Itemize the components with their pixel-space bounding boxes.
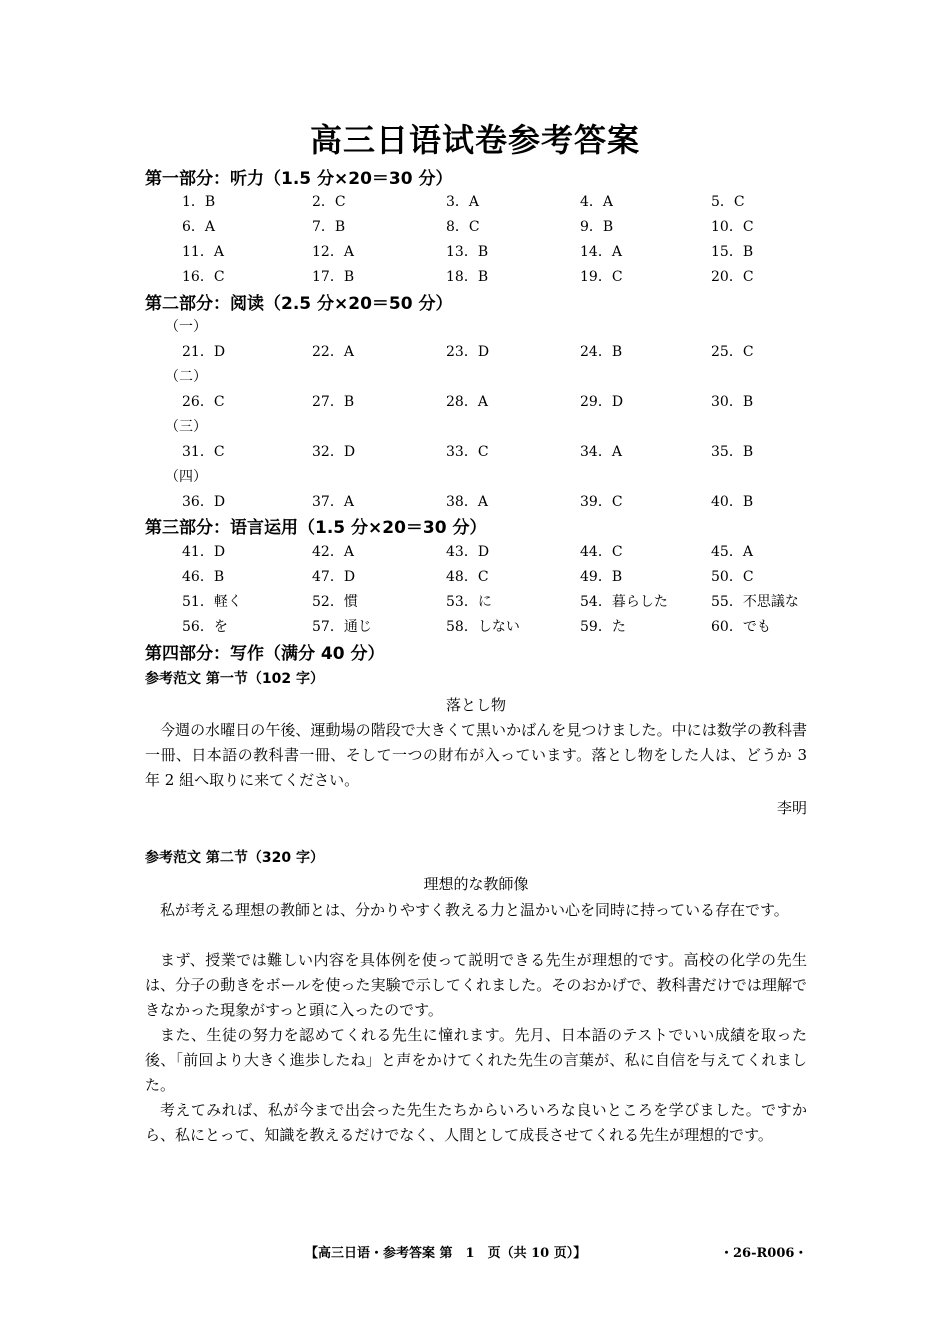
answer-cell: 54．暮らした xyxy=(580,594,668,610)
answer-row xyxy=(0,491,950,513)
answer-cell: 14．A xyxy=(580,244,622,260)
answer-row xyxy=(0,266,950,288)
answer-cell: 23．D xyxy=(446,344,490,360)
answer-cell: 38．A xyxy=(446,494,488,510)
answer-cell: 29．D xyxy=(580,394,624,410)
part4-heading: 第四部分：写作（满分 40 分） xyxy=(145,644,385,664)
answer-cell: 8．C xyxy=(446,219,480,235)
answer-row xyxy=(0,241,950,263)
answer-row xyxy=(0,191,950,213)
answer-row xyxy=(0,391,950,413)
answer-row xyxy=(0,591,950,613)
essay2-title: 理想的な教師像 xyxy=(423,875,529,893)
answer-row xyxy=(0,341,950,363)
essay2-paragraph: まず、授業では難しい内容を具体例を使って説明できる先生が理想的です。高校の化学の先生は、分子の動きをボールを使った実験で示してくれました。そのおかげで、教科書だけでは理解できなかった現象がすっと頭に入ったのです。 xyxy=(145,951,807,1019)
answer-row xyxy=(0,566,950,588)
essay1-label: 参考范文 第一节（102 字） xyxy=(145,671,324,687)
essay2-paragraph: また、生徒の努力を認めてくれる先生に憧れます。先月、日本語のテストでいい成績を取った後、「前回より大きく進歩したね」と声をかけてくれた先生の言葉が、私に自信を与えてくれました。 xyxy=(145,1026,807,1094)
answer-row xyxy=(0,441,950,463)
essay2-label: 参考范文 第二节（320 字） xyxy=(145,850,324,866)
answer-cell: 60．でも xyxy=(711,619,771,635)
answer-cell: 49．B xyxy=(580,569,623,585)
answer-cell: 9．B xyxy=(580,219,614,235)
answer-cell: 47．D xyxy=(312,569,356,585)
answer-cell: 11．A xyxy=(182,244,224,260)
answer-cell: 45．A xyxy=(711,544,753,560)
answer-cell: 2．C xyxy=(312,194,346,210)
answer-cell: 33．C xyxy=(446,444,489,460)
reading-group-label: （一） xyxy=(165,319,207,335)
answer-cell: 5．C xyxy=(711,194,745,210)
footer-code: ・26-R006・ xyxy=(720,1246,808,1261)
footer-page-info: 【高三日语・参考答案 第 1 页（共 10 页）】 xyxy=(305,1246,587,1261)
answer-cell: 17．B xyxy=(312,269,355,285)
answer-cell: 40．B xyxy=(711,494,754,510)
answer-cell: 57．通じ xyxy=(312,619,372,635)
answer-cell: 39．C xyxy=(580,494,623,510)
part1-heading: 第一部分：听力（1.5 分×20＝30 分） xyxy=(145,169,453,189)
answer-cell: 30．B xyxy=(711,394,754,410)
answer-cell: 32．D xyxy=(312,444,356,460)
answer-cell: 16．C xyxy=(182,269,225,285)
essay1-signature: 李明 xyxy=(776,799,807,817)
answer-cell: 26．C xyxy=(182,394,225,410)
reading-group-label: （三） xyxy=(165,419,207,435)
answer-cell: 12．A xyxy=(312,244,354,260)
answer-row xyxy=(0,616,950,638)
essay2-paragraph: 考えてみれば、私が今まで出会った先生たちからいろいろな良いところを学びました。ですから、私にとって、知識を教えるだけでなく、人間として成長させてくれる先生が理想的です。 xyxy=(145,1101,807,1144)
answer-cell: 52．慣 xyxy=(312,594,358,610)
answer-cell: 50．C xyxy=(711,569,754,585)
answer-row xyxy=(0,541,950,563)
answer-cell: 3．A xyxy=(446,194,480,210)
answer-cell: 6．A xyxy=(182,219,216,235)
answer-cell: 1．B xyxy=(182,194,216,210)
answer-cell: 4．A xyxy=(580,194,614,210)
answer-cell: 41．D xyxy=(182,544,226,560)
answer-cell: 20．C xyxy=(711,269,754,285)
answer-cell: 25．C xyxy=(711,344,754,360)
answer-cell: 10．C xyxy=(711,219,754,235)
answer-cell: 55．不思議な xyxy=(711,594,799,610)
part3-heading: 第三部分：语言运用（1.5 分×20＝30 分） xyxy=(145,518,487,538)
reading-group-label: （二） xyxy=(165,369,207,385)
answer-cell: 59．た xyxy=(580,619,626,635)
answer-cell: 18．B xyxy=(446,269,489,285)
answer-row xyxy=(0,216,950,238)
answer-cell: 22．A xyxy=(312,344,354,360)
part2-heading: 第二部分：阅读（2.5 分×20＝50 分） xyxy=(145,294,453,314)
answer-cell: 21．D xyxy=(182,344,226,360)
page-title: 高三日语试卷参考答案 xyxy=(309,121,640,159)
answer-cell: 51．軽く xyxy=(182,594,242,610)
answer-cell: 34．A xyxy=(580,444,622,460)
answer-cell: 48．C xyxy=(446,569,489,585)
answer-cell: 19．C xyxy=(580,269,623,285)
answer-cell: 42．A xyxy=(312,544,354,560)
answer-cell: 37．A xyxy=(312,494,354,510)
essay2-paragraph: 私が考える理想の教師とは、分かりやすく教える力と温かい心を同時に持っている存在です。 xyxy=(160,901,789,919)
answer-cell: 28．A xyxy=(446,394,488,410)
answer-cell: 24．B xyxy=(580,344,623,360)
answer-cell: 15．B xyxy=(711,244,754,260)
answer-cell: 7．B xyxy=(312,219,346,235)
answer-cell: 44．C xyxy=(580,544,623,560)
answer-cell: 31．C xyxy=(182,444,225,460)
answer-cell: 35．B xyxy=(711,444,754,460)
answer-cell: 43．D xyxy=(446,544,490,560)
answer-cell: 56．を xyxy=(182,619,228,635)
answer-cell: 27．B xyxy=(312,394,355,410)
answer-cell: 36．D xyxy=(182,494,226,510)
answer-cell: 46．B xyxy=(182,569,225,585)
answer-cell: 53．に xyxy=(446,594,492,610)
reading-group-label: （四） xyxy=(165,469,207,485)
essay1-paragraph: 今週の水曜日の午後、運動場の階段で大きくて黒いかばんを見つけました。中には数学の教科書一冊、日本語の教科書一冊、そして一つの財布が入っています。落とし物をした人は、どうか 3 年 2 組へ取りに来てください。 xyxy=(145,721,807,789)
answer-cell: 13．B xyxy=(446,244,489,260)
essay1-title: 落とし物 xyxy=(445,696,506,714)
answer-cell: 58．しない xyxy=(446,619,520,635)
